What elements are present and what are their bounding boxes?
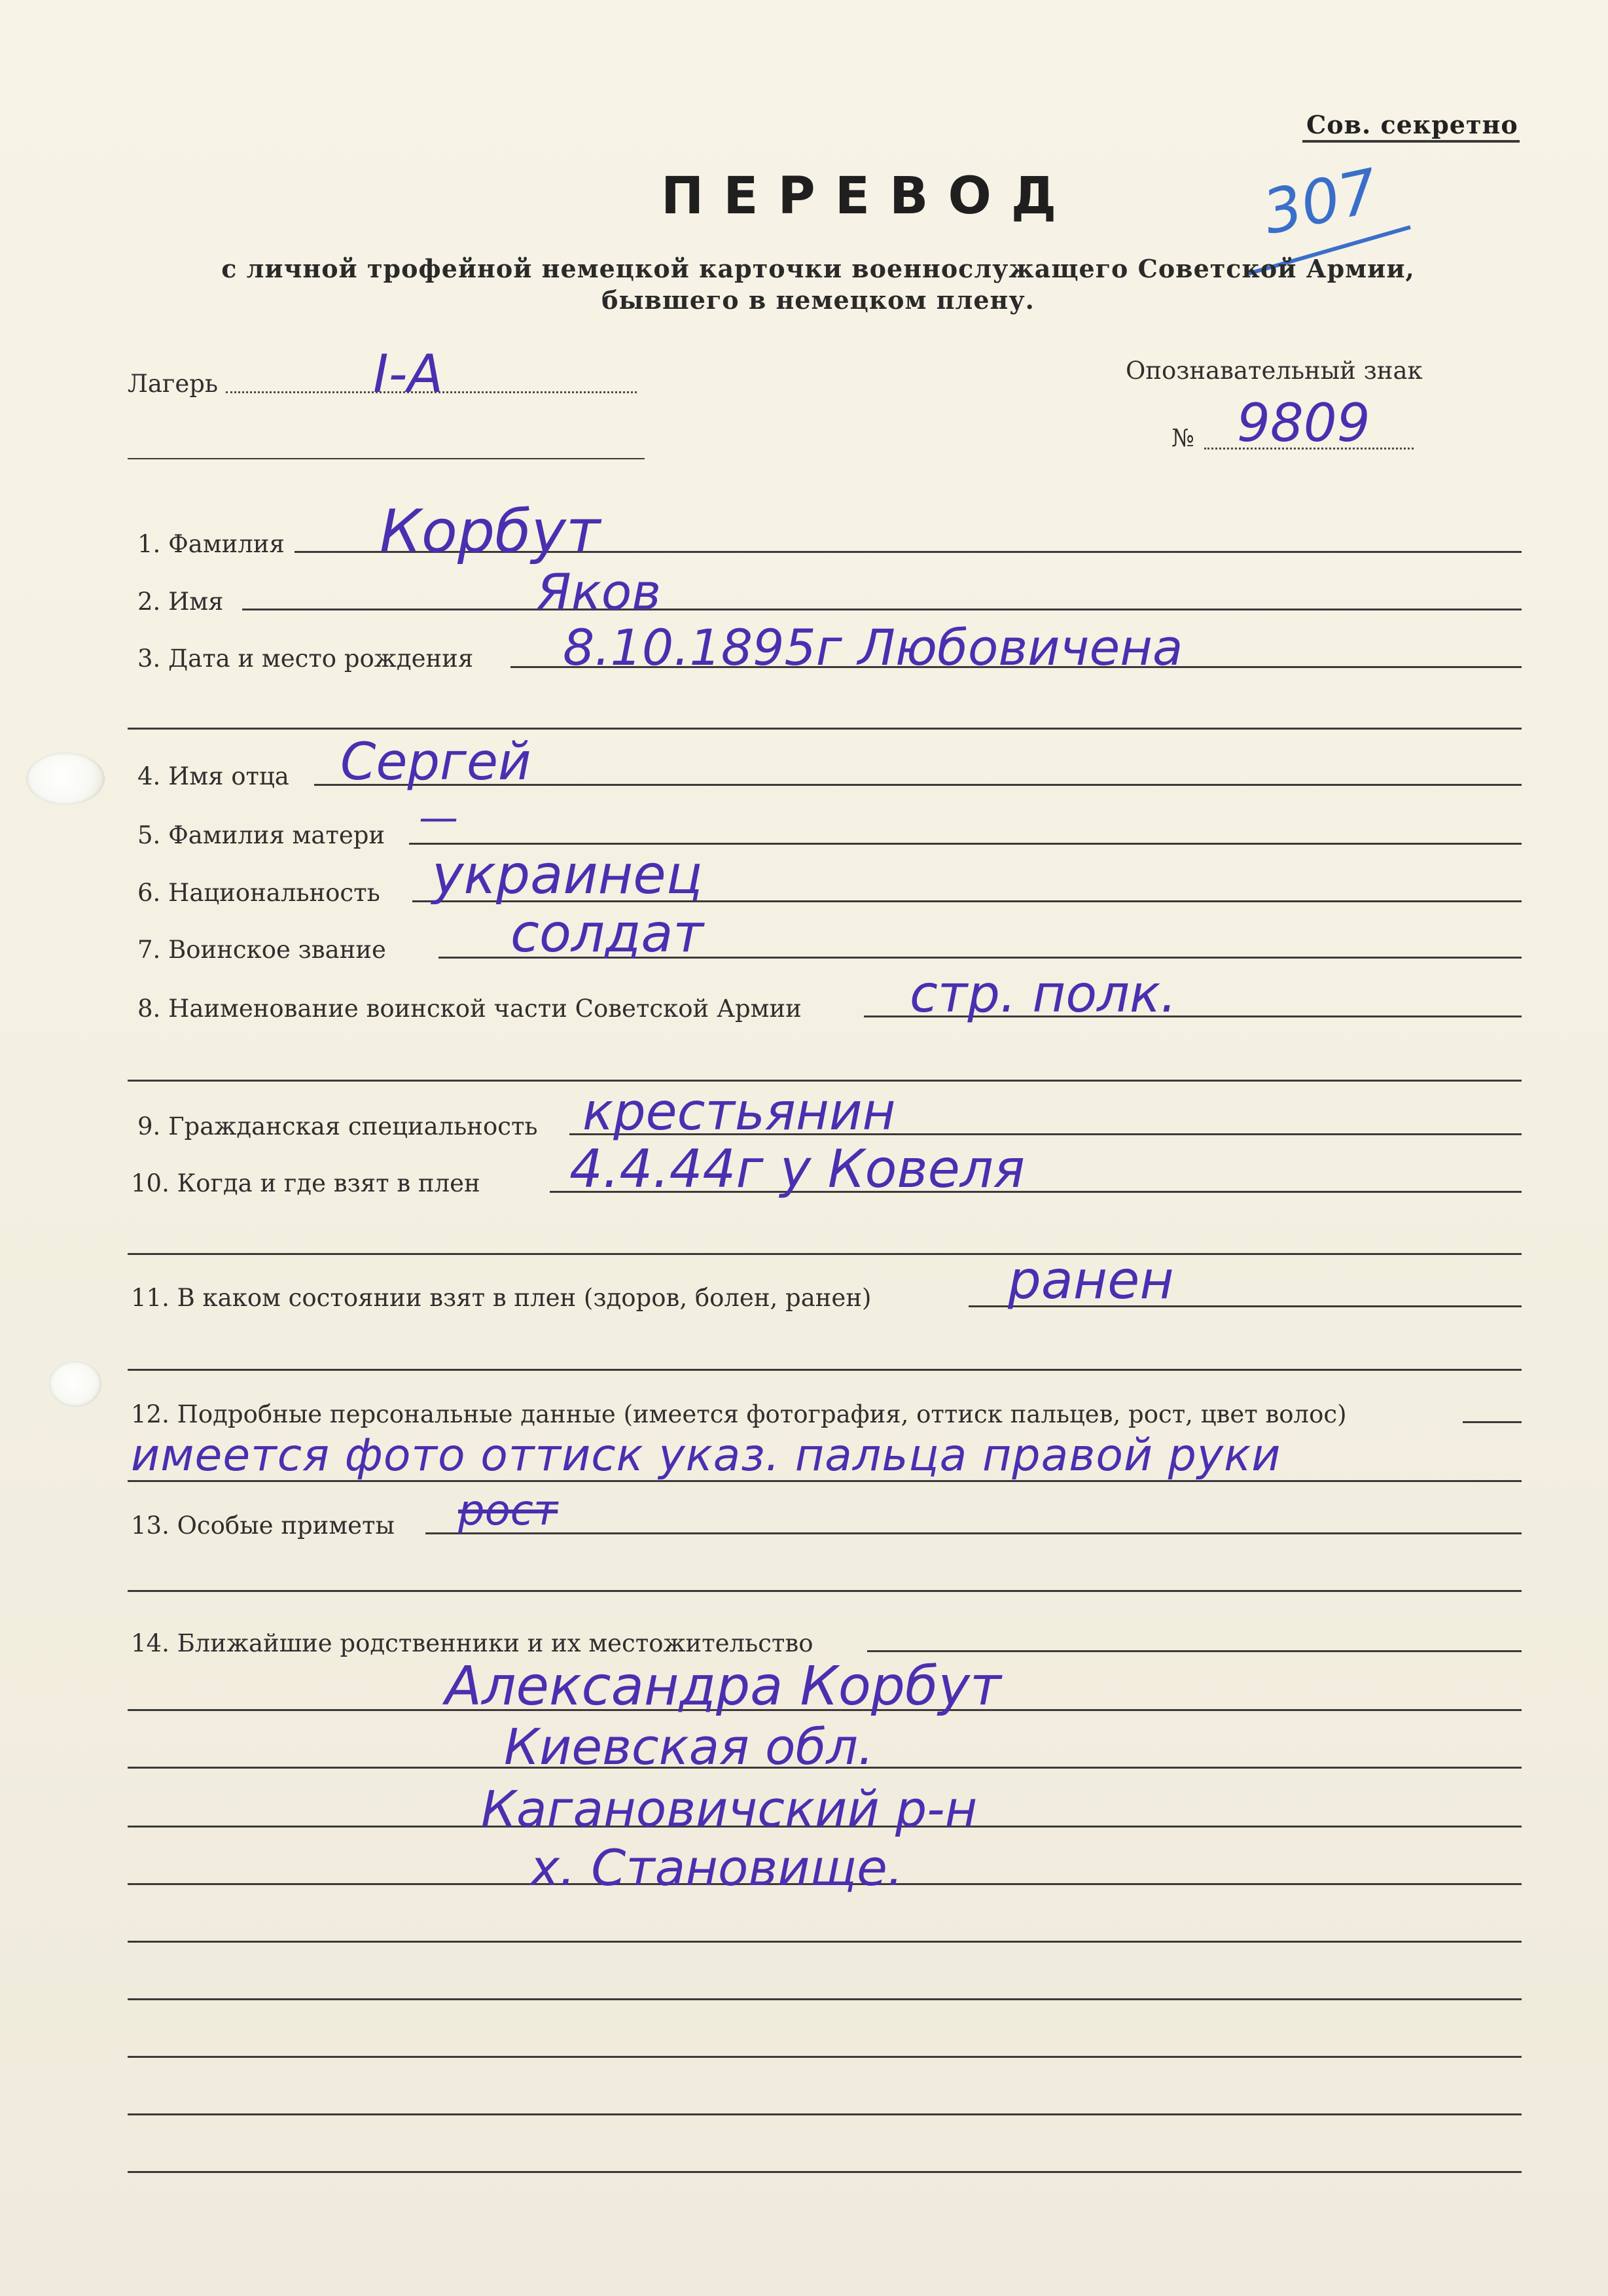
- field-3-label: 3. Дата и место рождения: [137, 645, 474, 673]
- camp-extra-line: [128, 458, 645, 459]
- field-6-value: украинец: [432, 844, 703, 906]
- punch-hole-top: [26, 752, 105, 805]
- field-13-line: [425, 1532, 1522, 1534]
- field-3-extra-line: [128, 728, 1522, 730]
- field-14-value-line-4: х. Становище.: [530, 1839, 904, 1897]
- camp-label: Лагерь: [128, 370, 219, 398]
- classification-label: Сов. секретно: [1306, 110, 1518, 139]
- field-14-line-7: [128, 2056, 1522, 2058]
- id-tag-value: 9809: [1237, 393, 1370, 453]
- field-8-label: 8. Наименование воинской части Советской Армии: [137, 995, 802, 1023]
- page-title: ПЕРЕВОД: [661, 167, 1077, 226]
- field-13-label: 13. Особые приметы: [131, 1511, 395, 1540]
- subtitle-line-2: бывшего в немецком плену.: [601, 285, 1035, 315]
- field-12-label: 12. Подробные персональные данные (имеется фотография, оттиск пальцев, рост, цвет волос): [131, 1400, 1347, 1428]
- punch-hole-bottom: [49, 1361, 101, 1407]
- field-9-value: крестьянин: [582, 1083, 896, 1142]
- field-8-value: стр. полк.: [910, 965, 1177, 1024]
- field-11-label: 11. В каком состоянии взят в плен (здоров, болен, ранен): [131, 1284, 872, 1312]
- field-11-value: ранен: [1008, 1250, 1174, 1311]
- field-2-value: Яков: [537, 563, 661, 621]
- field-9-label: 9. Гражданская специальность: [137, 1112, 538, 1140]
- field-10-value: 4.4.44г у Ковеля: [569, 1139, 1026, 1199]
- field-14-line-9: [128, 2171, 1522, 2173]
- field-12-line: [1463, 1421, 1522, 1423]
- field-11-extra-line: [128, 1369, 1522, 1371]
- field-14-line-6: [128, 1998, 1522, 2000]
- field-12-value: имеется фото оттиск указ. пальца правой руки: [131, 1430, 1281, 1481]
- field-2-label: 2. Имя: [137, 588, 224, 616]
- field-5-value: —: [419, 795, 458, 841]
- camp-value: I-A: [373, 344, 444, 404]
- field-7-value: солдат: [510, 903, 704, 964]
- field-2-line: [242, 609, 1522, 610]
- field-14-value-line-3: Кагановичский р-н: [481, 1780, 978, 1838]
- field-14-label: 14. Ближайшие родственники и их местожительство: [131, 1629, 813, 1657]
- field-4-label: 4. Имя отца: [137, 762, 289, 790]
- field-14-value-line-1: Александра Корбут: [445, 1655, 1001, 1718]
- field-6-label: 6. Национальность: [137, 879, 380, 907]
- field-14-line-5: [128, 1941, 1522, 1943]
- field-14-line-8: [128, 2113, 1522, 2115]
- id-tag-label: Опознавательный знак: [1126, 357, 1423, 385]
- field-3-value: 8.10.1895г Любовичена: [563, 618, 1183, 677]
- field-4-value: Сергей: [340, 733, 531, 792]
- classification-underline: [1302, 140, 1520, 143]
- stamp-number: 307: [1257, 155, 1384, 249]
- field-14-value-line-2: Киевская обл.: [504, 1718, 874, 1776]
- field-14-line: [867, 1650, 1522, 1652]
- field-7-label: 7. Воинское звание: [137, 936, 386, 964]
- field-5-label: 5. Фамилия матери: [137, 821, 385, 849]
- field-13-extra-line: [128, 1590, 1522, 1592]
- subtitle-line-1: с личной трофейной немецкой карточки военнослужащего Советской Армии,: [221, 254, 1415, 283]
- field-1-value: Корбут: [380, 497, 601, 566]
- field-8-extra-line: [128, 1080, 1522, 1082]
- field-1-label: 1. Фамилия: [137, 530, 285, 558]
- field-10-label: 10. Когда и где взят в плен: [131, 1169, 480, 1197]
- field-13-value: рост: [458, 1487, 558, 1535]
- field-10-extra-line: [128, 1253, 1522, 1255]
- id-tag-no-label: №: [1171, 424, 1195, 452]
